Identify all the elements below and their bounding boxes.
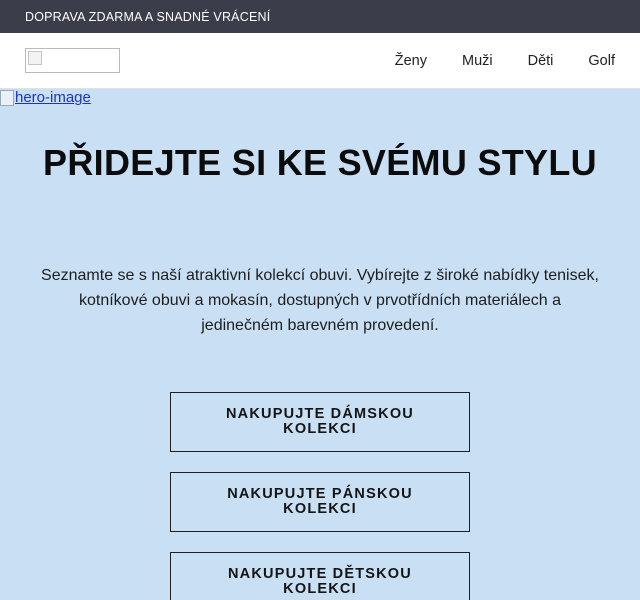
promo-bar bbox=[0, 0, 640, 33]
shop-women-button[interactable]: NAKUPUJTE DÁMSKOU KOLEKCI bbox=[170, 392, 470, 452]
promo-text: DOPRAVA ZDARMA A SNADNÉ VRÁCENÍ bbox=[25, 9, 271, 24]
main-nav bbox=[360, 53, 615, 69]
shop-men-button[interactable]: NAKUPUJTE PÁNSKOU KOLEKCI bbox=[170, 472, 470, 532]
hero-description: Seznamte se s naší atraktivní kolekcí obuvi. Vybírejte z široké nabídky tenisek, kotníkové obuvi a mokasín, dostupných v prvotřídních materiálech a jedinečném barevném provedení. bbox=[41, 267, 599, 334]
nav-link-muzi[interactable]: Muži bbox=[461, 52, 493, 69]
broken-image-icon bbox=[0, 90, 14, 106]
hero-image-alt-text: hero-image bbox=[15, 89, 91, 106]
site-header bbox=[0, 33, 640, 89]
broken-image-icon bbox=[28, 51, 42, 65]
nav-link-deti[interactable]: Děti bbox=[527, 52, 554, 69]
hero-image[interactable] bbox=[0, 89, 91, 106]
hero-section bbox=[0, 89, 640, 600]
nav-link-golf[interactable]: Golf bbox=[588, 52, 615, 69]
hero-title: PŘIDEJTE SI KE SVÉMU STYLU bbox=[43, 142, 597, 183]
nav-link-zeny[interactable]: Ženy bbox=[394, 52, 427, 69]
shop-kids-button[interactable]: NAKUPUJTE DĚTSKOU KOLEKCI bbox=[170, 552, 470, 600]
logo-image[interactable] bbox=[25, 48, 120, 73]
